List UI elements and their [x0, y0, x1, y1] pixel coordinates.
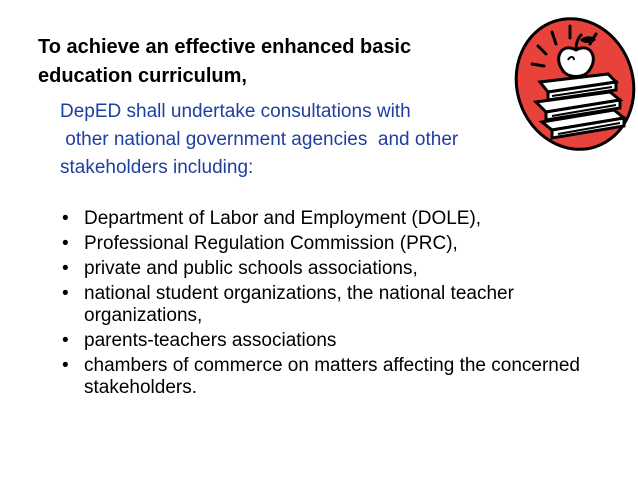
slide-title-line-2: education curriculum, — [38, 65, 247, 87]
list-item — [60, 208, 620, 230]
bullet-icon: • — [62, 355, 69, 376]
bullet-icon: • — [62, 258, 69, 279]
bullet-icon: • — [62, 283, 69, 304]
list-item-text: chambers of commerce on matters affecting the concerned stakeholders. — [84, 355, 581, 398]
list-item — [60, 330, 620, 352]
bullet-icon: • — [62, 233, 69, 254]
list-item-text: Department of Labor and Employment (DOLE), — [84, 208, 482, 229]
bullet-icon: • — [62, 208, 69, 229]
intro-line-3: stakeholders including: — [60, 157, 254, 178]
slide-title — [38, 33, 538, 91]
bullet-icon: • — [62, 330, 69, 351]
apple-on-books-icon — [512, 12, 636, 152]
list-item-text: Professional Regulation Commission (PRC), — [84, 233, 458, 254]
list-item — [60, 258, 620, 280]
list-item-text: parents-teachers associations — [84, 330, 337, 351]
slide-title-line-1: To achieve an effective enhanced basic — [38, 36, 412, 58]
intro-line-2: other national government agencies and other — [60, 129, 459, 150]
list-item — [60, 355, 624, 399]
list-item-text: private and public schools associations, — [84, 258, 418, 279]
stakeholder-list — [60, 208, 620, 402]
intro-text — [60, 98, 580, 182]
intro-line-1: DepED shall undertake consultations with — [60, 101, 411, 122]
list-item — [60, 283, 584, 327]
list-item-text: national student organizations, the national teacher organizations, — [84, 283, 514, 326]
list-item — [60, 233, 620, 255]
